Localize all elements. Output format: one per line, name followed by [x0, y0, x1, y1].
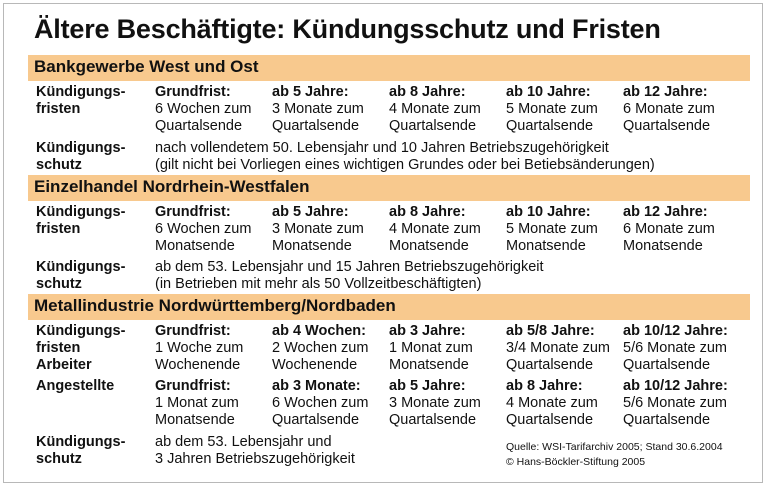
row-label: Kündigungs-: [36, 84, 126, 100]
cell-head: ab 5 Jahre:: [389, 378, 466, 394]
cell-text: Quartalsende: [389, 118, 477, 134]
row-label: Kündigungs-: [36, 140, 126, 156]
row-label: fristen: [36, 101, 81, 117]
cell-text: 6 Wochen zum: [155, 101, 252, 117]
cell-text: 1 Woche zum: [155, 340, 244, 356]
section-heading: Einzelhandel Nordrhein-Westfalen: [34, 177, 310, 196]
row-label: schutz: [36, 276, 82, 292]
cell-text: Monatsende: [623, 238, 703, 254]
cell-text: 3 Monate zum: [272, 221, 364, 237]
cell-text: Wochenende: [272, 357, 358, 373]
schutz-text: ab dem 53. Lebensjahr und 15 Jahren Betriebszugehörigkeit: [155, 259, 544, 275]
cell-text: 1 Monat zum: [155, 395, 239, 411]
row-label: Arbeiter: [36, 357, 92, 373]
cell-text: Quartalsende: [389, 412, 477, 428]
row-label: Kündigungs-: [36, 323, 126, 339]
cell-head: ab 10/12 Jahre:: [623, 323, 728, 339]
row-label: Kündigungs-: [36, 434, 126, 450]
row-label: fristen: [36, 221, 81, 237]
cell-head: ab 3 Monate:: [272, 378, 361, 394]
cell-text: Quartalsende: [272, 118, 360, 134]
cell-head: ab 8 Jahre:: [389, 84, 466, 100]
cell-text: Monatsende: [272, 238, 352, 254]
cell-head: Grundfrist:: [155, 323, 231, 339]
copyright-note: © Hans-Böckler-Stiftung 2005: [506, 456, 646, 468]
cell-text: Quartalsende: [623, 118, 711, 134]
cell-text: 5/6 Monate zum: [623, 395, 727, 411]
source-note: Quelle: WSI-Tarifarchiv 2005; Stand 30.6.2004: [506, 441, 723, 453]
row-label: Angestellte: [36, 378, 115, 394]
cell-head: Grundfrist:: [155, 204, 231, 220]
cell-head: ab 4 Wochen:: [272, 323, 366, 339]
cell-text: 4 Monate zum: [389, 221, 481, 237]
section-heading: Bankgewerbe West und Ost: [34, 57, 259, 76]
schutz-text: 3 Jahren Betriebszugehörigkeit: [155, 451, 355, 467]
cell-text: 2 Wochen zum: [272, 340, 369, 356]
cell-text: Quartalsende: [623, 357, 711, 373]
cell-head: ab 8 Jahre:: [389, 204, 466, 220]
cell-text: 6 Wochen zum: [155, 221, 252, 237]
schutz-text: (in Betrieben mit mehr als 50 Vollzeitbeschäftigten): [155, 276, 482, 292]
cell-text: 3 Monate zum: [272, 101, 364, 117]
section-band-bank: [28, 55, 750, 81]
cell-text: Quartalsende: [506, 412, 594, 428]
cell-text: 5 Monate zum: [506, 221, 598, 237]
row-label: schutz: [36, 451, 82, 467]
cell-text: 6 Monate zum: [623, 101, 715, 117]
cell-text: Monatsende: [389, 238, 469, 254]
cell-head: ab 3 Jahre:: [389, 323, 466, 339]
cell-text: Quartalsende: [623, 412, 711, 428]
page-title: Ältere Beschäftigte: Kündungsschutz und Fristen: [34, 14, 661, 44]
cell-text: 5/6 Monate zum: [623, 340, 727, 356]
cell-head: Grundfrist:: [155, 84, 231, 100]
schutz-text: nach vollendetem 50. Lebensjahr und 10 Jahren Betriebszugehörigkeit: [155, 140, 609, 156]
cell-text: 3/4 Monate zum: [506, 340, 610, 356]
cell-head: ab 12 Jahre:: [623, 84, 708, 100]
section-band-einzelhandel: [28, 175, 750, 201]
cell-text: 4 Monate zum: [389, 101, 481, 117]
cell-head: ab 10 Jahre:: [506, 84, 591, 100]
row-label: schutz: [36, 157, 82, 173]
cell-text: Quartalsende: [155, 118, 243, 134]
cell-text: 5 Monate zum: [506, 101, 598, 117]
cell-head: ab 5 Jahre:: [272, 204, 349, 220]
cell-text: Wochenende: [155, 357, 241, 373]
cell-head: ab 5/8 Jahre:: [506, 323, 595, 339]
cell-text: Monatsende: [389, 357, 469, 373]
cell-text: 1 Monat zum: [389, 340, 473, 356]
row-label: Kündigungs-: [36, 204, 126, 220]
row-label: fristen: [36, 340, 81, 356]
schutz-text: ab dem 53. Lebensjahr und: [155, 434, 332, 450]
cell-text: Quartalsende: [506, 118, 594, 134]
cell-head: ab 5 Jahre:: [272, 84, 349, 100]
cell-head: ab 10/12 Jahre:: [623, 378, 728, 394]
row-label: Kündigungs-: [36, 259, 126, 275]
section-band-metall: [28, 294, 750, 320]
cell-text: Monatsende: [155, 412, 235, 428]
cell-text: Quartalsende: [272, 412, 360, 428]
schutz-text: (gilt nicht bei Vorliegen eines wichtigen Grundes oder bei Betiebsänderungen): [155, 157, 655, 173]
cell-head: ab 12 Jahre:: [623, 204, 708, 220]
cell-text: Monatsende: [506, 238, 586, 254]
cell-text: 3 Monate zum: [389, 395, 481, 411]
section-heading: Metallindustrie Nordwürttemberg/Nordbaden: [34, 296, 396, 315]
cell-text: 6 Monate zum: [623, 221, 715, 237]
cell-head: ab 8 Jahre:: [506, 378, 583, 394]
cell-text: 4 Monate zum: [506, 395, 598, 411]
cell-text: Quartalsende: [506, 357, 594, 373]
cell-head: Grundfrist:: [155, 378, 231, 394]
cell-text: 6 Wochen zum: [272, 395, 369, 411]
cell-head: ab 10 Jahre:: [506, 204, 591, 220]
cell-text: Monatsende: [155, 238, 235, 254]
